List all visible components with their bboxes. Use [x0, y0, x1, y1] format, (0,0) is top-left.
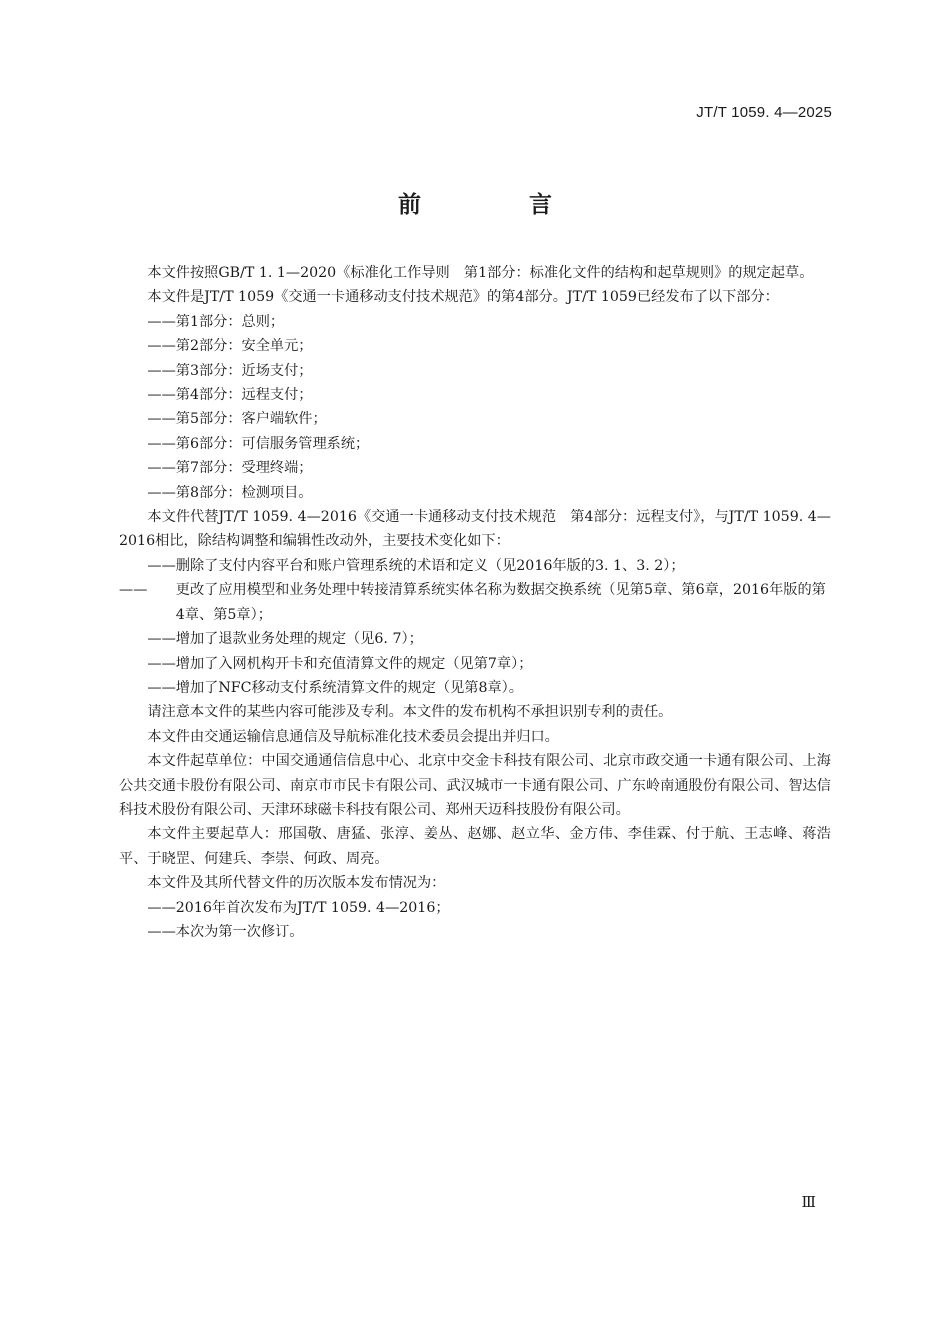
list-item [119, 627, 831, 651]
list-item [119, 407, 831, 431]
list-item [119, 652, 831, 676]
list-item [119, 481, 831, 505]
list-item-text: 增加了入网机构开卡和充值清算文件的规定（见第7章）； [175, 655, 533, 672]
list-dash: —— [147, 899, 176, 916]
list-item-text: 2016年首次发布为JT/T 1059. 4—2016； [175, 899, 450, 916]
list-item-text: 第5部分：客户端软件； [175, 411, 327, 428]
list-item [119, 676, 831, 700]
list-item [119, 383, 831, 407]
list-dash: —— [119, 582, 148, 599]
paragraph: 本文件由交通运输信息通信及导航标准化技术委员会提出并归口。 [147, 728, 559, 745]
list-dash: —— [147, 362, 176, 379]
list-item-text: 第1部分：总则； [175, 313, 285, 330]
list-dash: —— [147, 679, 176, 696]
list-item-text: 第3部分：近场支付； [175, 362, 313, 379]
list-item-text: 第4部分：远程支付； [175, 387, 313, 404]
page-title: 前 言 [397, 192, 602, 218]
list-item-text: 本次为第一次修订。 [175, 923, 304, 940]
paragraph: 本文件按照GB/T 1. 1—2020《标准化工作导则 第1部分：标准化文件的结构和起草规则》的规定起草。 [147, 265, 814, 281]
list-dash: —— [147, 631, 176, 648]
list-item-text: 更改了应用模型和业务处理中转接清算系统实体名称为数据交换系统（见第5章、第6章，2016年版的第4章、第5章）； [175, 582, 826, 623]
list-dash: —— [147, 460, 176, 477]
paragraph: 本文件是JT/T 1059《交通一卡通移动支付技术规范》的第4部分。JT/T 1059已经发布了以下部分： [147, 289, 779, 306]
list-dash: —— [147, 484, 176, 501]
list-item [119, 432, 831, 456]
list-item-text: 第8部分：检测项目。 [175, 484, 313, 501]
list-item [119, 554, 831, 578]
document-code: JT/T 1059. 4—2025 [696, 104, 832, 121]
list-dash: —— [147, 411, 176, 428]
list-dash: —— [147, 557, 176, 574]
paragraph: 本文件代替JT/T 1059. 4—2016《交通一卡通移动支付技术规范 第4部分：远程支付》，与JT/T 1059. 4—2016相比，除结构调整和编辑性改动外，主要技术变化如下： [119, 509, 831, 550]
page-number: Ⅲ [801, 1193, 816, 1211]
list-item [119, 310, 831, 334]
paragraph: 请注意本文件的某些内容可能涉及专利。本文件的发布机构不承担识别专利的责任。 [147, 704, 673, 721]
list-item-text: 第7部分：受理终端； [175, 460, 313, 477]
list-dash: —— [147, 338, 176, 355]
list-item-text: 删除了支付内容平台和账户管理系统的术语和定义（见2016年版的3. 1、3. 2）； [175, 557, 685, 574]
list-dash: —— [147, 923, 176, 940]
list-item-text: 第2部分：安全单元； [175, 338, 313, 355]
list-dash: —— [147, 387, 176, 404]
list-item [119, 896, 831, 920]
list-item [119, 334, 831, 358]
paragraph: 本文件及其所代替文件的历次版本发布情况为： [147, 875, 446, 892]
list-dash: —— [147, 655, 176, 672]
list-dash: —— [147, 435, 176, 452]
document-body [119, 261, 831, 944]
list-item [119, 359, 831, 383]
list-item-text: 第6部分：可信服务管理系统； [175, 435, 370, 452]
list-item [119, 578, 831, 627]
list-item [119, 920, 831, 944]
list-item-text: 增加了退款业务处理的规定（见6. 7）； [175, 631, 423, 648]
list-dash: —— [147, 313, 176, 330]
list-item [119, 456, 831, 480]
paragraph: 本文件起草单位：中国交通通信信息中心、北京中交金卡科技有限公司、北京市政交通一卡通有限公司、上海公共交通卡股份有限公司、南京市市民卡有限公司、武汉城市一卡通有限公司、广东岭南通股份有限公司、智达信科技术股份有限公司、天津环球磁卡科技有限公司、郑州天迈科技股份有限公司。 [119, 753, 831, 818]
paragraph: 本文件主要起草人：邢国敬、唐猛、张淳、姜丛、赵娜、赵立华、金方伟、李佳霖、付于航、王志峰、蒋浩平、于晓罡、何建兵、李崇、何政、周亮。 [119, 826, 831, 867]
list-item-text: 增加了NFC移动支付系统清算文件的规定（见第8章）。 [175, 679, 523, 696]
